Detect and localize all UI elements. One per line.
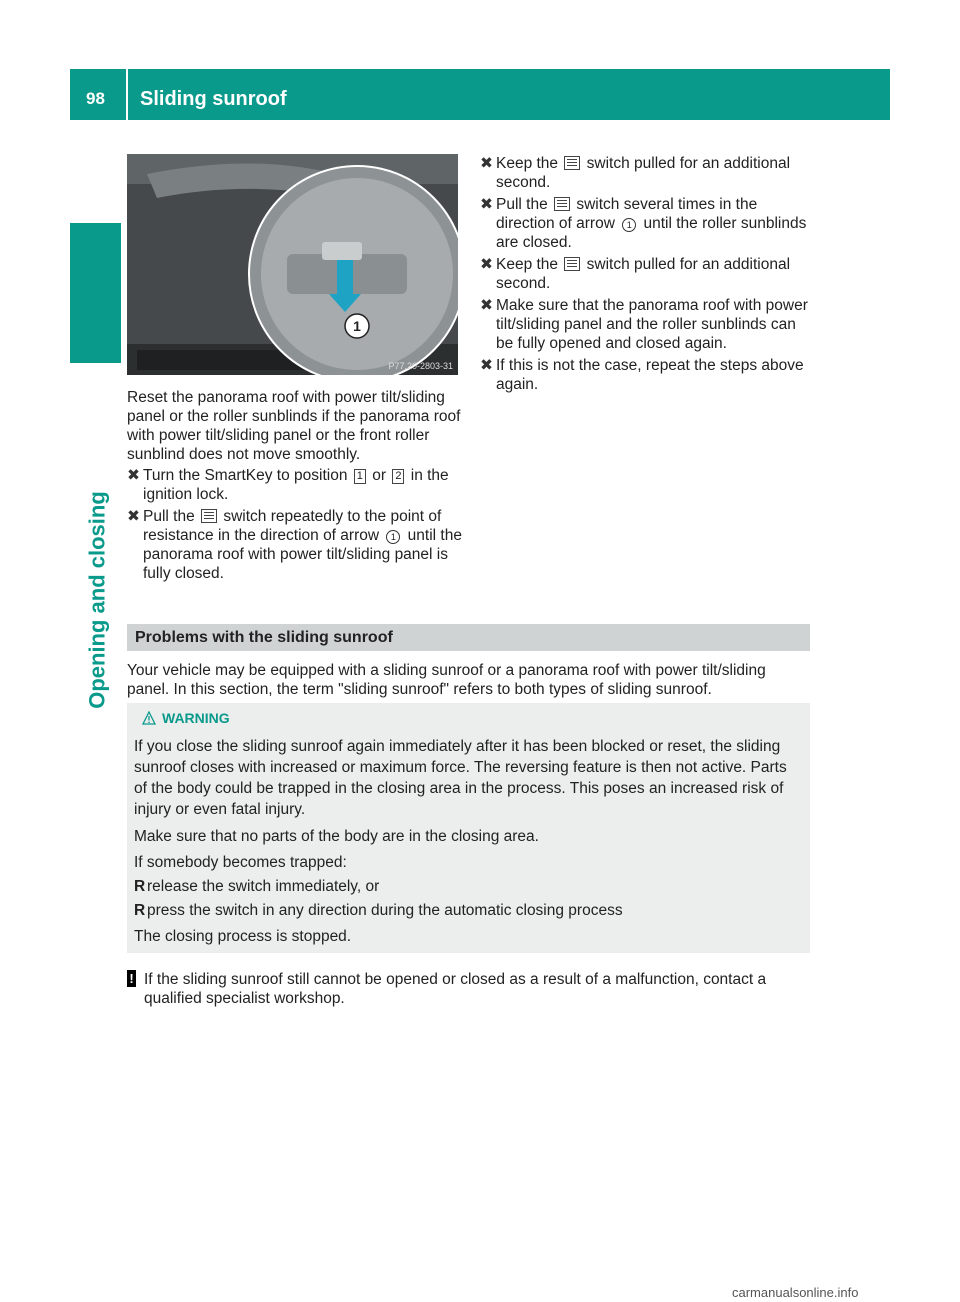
sunroof-figure (127, 154, 458, 375)
warning-bullet-release: R release the switch immediately, or (134, 878, 380, 895)
warning-title: WARNING (134, 709, 803, 728)
header-divider (126, 69, 128, 120)
bullet-marker-icon: R (134, 902, 146, 919)
sunroof-illustration (127, 154, 458, 375)
warning-paragraph: If you close the sliding sunroof again immediately after it has been blocked or reset, the sliding sunroof closes with increased or maximum force. The reversing feature is then not active. Parts of the body could be trapped in the closing area in the process. This poses an increased risk of injury or even fatal injury. (134, 738, 787, 818)
warning-box (127, 703, 810, 953)
watermark: carmanualsonline.info (732, 1285, 859, 1300)
step-repeat: ✖ If this is not the case, repeat the steps above again. (480, 357, 804, 393)
roof-switch-icon (564, 257, 580, 271)
figure-callout: 1 (353, 318, 361, 334)
step-pull-several: ✖ Pull the switch several times in the direction of arrow 1 until the roller sunblinds are closed. (480, 196, 807, 251)
step-arrow-icon: ✖ (480, 196, 493, 213)
warning-result: The closing process is stopped. (134, 928, 352, 945)
warning-instruction: Make sure that no parts of the body are in the closing area. (134, 828, 539, 845)
step-arrow-icon: ✖ (480, 155, 493, 172)
page-number: 98 (86, 89, 105, 108)
section-intro: Your vehicle may be equipped with a sliding sunroof or a panorama roof with power tilt/sliding panel. In this section, the term "sliding sunroof" refers to both types of sliding sunroof. (127, 662, 766, 698)
roof-switch-icon (564, 156, 580, 170)
side-tab-label: Opening and closing (84, 491, 110, 709)
step-pull-switch: ✖ Pull the switch repeatedly to the point of resistance in the direction of arrow 1 until the panorama roof with power tilt/sliding panel is fully closed. (127, 508, 462, 582)
left-column (127, 388, 462, 583)
step-arrow-icon: ✖ (480, 256, 493, 273)
roof-switch-icon (554, 197, 570, 211)
right-column (480, 154, 815, 394)
arrow-callout: 1 (386, 530, 400, 544)
warning-bullet-press: R press the switch in any direction during the automatic closing process (134, 902, 623, 919)
page-title: Sliding sunroof (140, 88, 287, 110)
roof-switch-icon (201, 509, 217, 523)
bullet-marker-icon: R (134, 878, 146, 895)
step-arrow-icon: ✖ (480, 297, 493, 314)
section-heading: Problems with the sliding sunroof (127, 624, 810, 651)
note-text: If the sliding sunroof still cannot be opened or closed as a result of a malfunction, contact a qualified specialist workshop. (144, 971, 767, 1007)
page-header (70, 69, 890, 120)
warning-trapped: If somebody becomes trapped: (134, 854, 347, 871)
step-check-roof: ✖ Make sure that the panorama roof with power tilt/sliding panel and the roller sunblinds can be fully opened and closed again. (480, 297, 808, 352)
arrow-callout: 1 (622, 218, 636, 232)
warning-icon (142, 711, 156, 725)
note-exclamation-icon: ! (127, 970, 136, 987)
intro-paragraph: Reset the panorama roof with power tilt/sliding panel or the roller sunblinds if the panorama roof with power tilt/sliding panel or the front roller sunblind does not move smoothly. (127, 389, 461, 463)
position-1-key: 1 (354, 469, 366, 484)
note-block (127, 970, 810, 1008)
step-keep-switch-again: ✖ Keep the switch pulled for an additional second. (480, 256, 791, 292)
side-tab-marker (70, 223, 121, 363)
step-keep-switch: ✖ Keep the switch pulled for an additional second. (480, 155, 791, 191)
figure-code: P77.20-2803-31 (388, 361, 453, 371)
step-arrow-icon: ✖ (480, 357, 493, 374)
step-turn-smartkey: ✖ Turn the SmartKey to position 1 or 2 in the ignition lock. (127, 467, 449, 503)
step-arrow-icon: ✖ (127, 467, 140, 484)
position-2-key: 2 (392, 469, 404, 484)
step-arrow-icon: ✖ (127, 508, 140, 525)
